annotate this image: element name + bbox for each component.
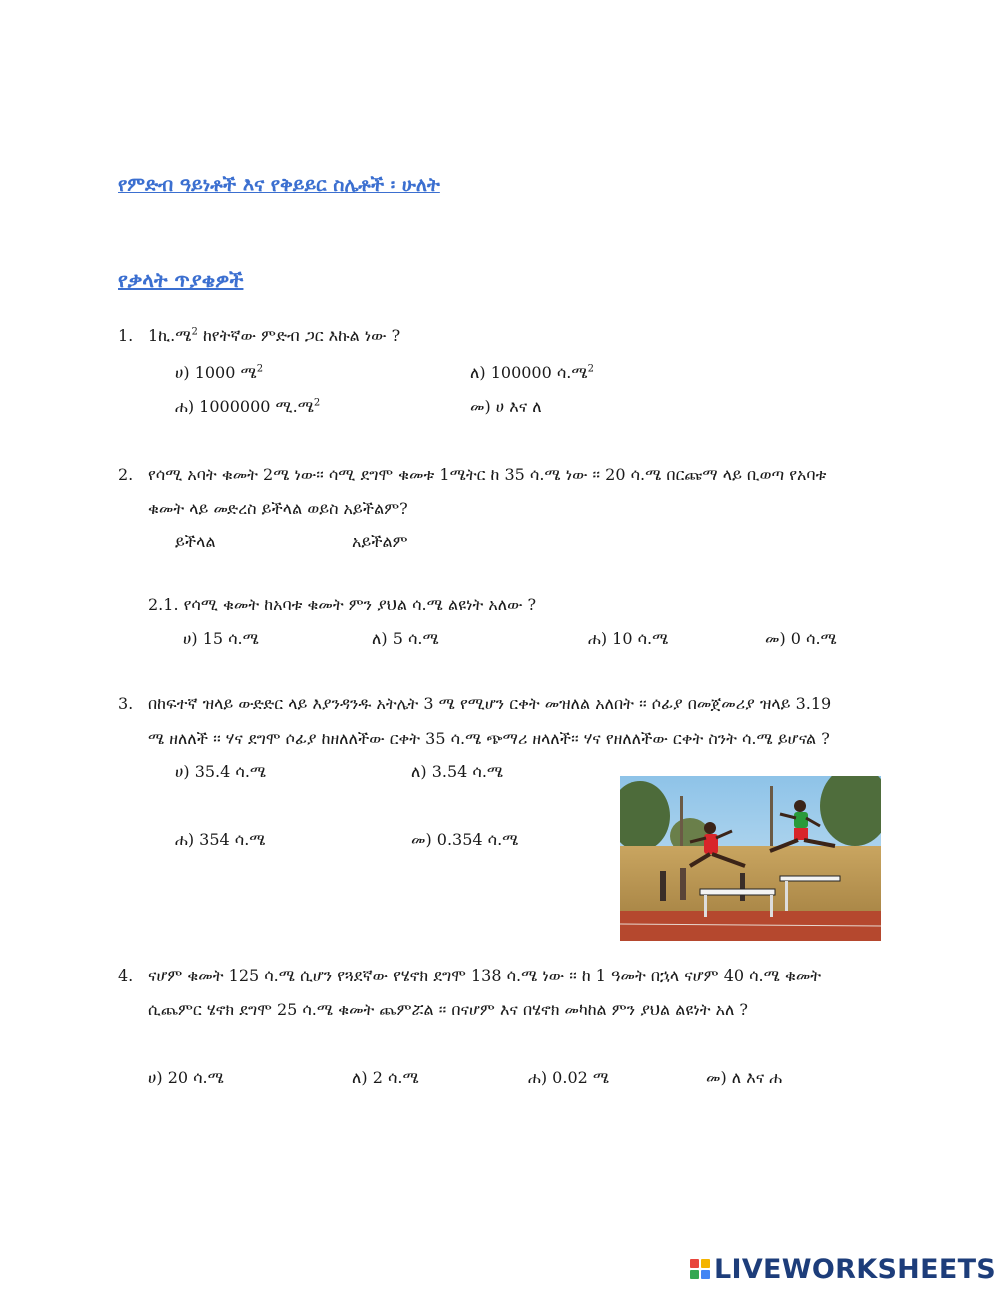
question-1-text: 1ኪ.ሜ$^2$ ከየትኛው ምድብ ጋር እኩል ነው ?	[148, 326, 401, 345]
q1-option-b[interactable]: ለ) 100000 ሳ.ሜ$^2$	[470, 363, 594, 382]
logo-square-3	[690, 1270, 699, 1279]
q4-option-c[interactable]: ሐ) 0.02 ሜ	[528, 1068, 610, 1087]
q21-option-c[interactable]: ሐ) 10 ሳ.ሜ	[588, 629, 669, 648]
question-3-line-1: በከፍተኛ ዝላይ ውድድር ላይ እያንዳንዱ አትሌት 3 ሜ የሚሆን ርቀት መዝለል አለበት ፡፡ ሶፊያ በመጀመሪያ ዝላይ 3.19	[148, 694, 832, 713]
q21-option-a[interactable]: ሀ) 15 ሳ.ሜ	[183, 629, 259, 648]
q21-option-d[interactable]: መ) 0 ሳ.ሜ	[765, 629, 837, 648]
logo-square-2	[701, 1259, 710, 1268]
q3-option-b[interactable]: ለ) 3.54 ሳ.ሜ	[411, 762, 504, 781]
q1-option-d[interactable]: መ) ሀ እና ለ	[470, 397, 542, 416]
logo-mark-icon	[690, 1259, 710, 1279]
question-3-number: 3.	[118, 694, 134, 713]
q1-option-c[interactable]: ሐ) 1000000 ሚ.ሜ$^2$	[175, 397, 321, 416]
q3-option-a[interactable]: ሀ) 35.4 ሳ.ሜ	[175, 762, 267, 781]
question-3-line-2: ሜ ዘለለች ፡፡ ሃና ደግሞ ሶፊያ ከዘለለችው ርቀት 35 ሳ.ሜ ጭማሪ ዘላለች፡፡ ሃና የዘለለችው ርቀት ስንት ሳ.ሜ ይሆናል ?	[148, 729, 830, 748]
worksheet-title: የምድብ ዓይነቶች እና የቅይይር ስሌቶች ፡ ሁለት	[118, 174, 440, 196]
question-2-line-1: የሳሚ አባት ቁመት 2ሜ ነው፡፡ ሳሚ ደግሞ ቁመቱ 1ሜትር ከ 35 ሳ.ሜ ነው ፡፡ 20 ሳ.ሜ በርጩማ ላይ ቢወጣ የአባቱ	[148, 465, 827, 484]
q3-option-c[interactable]: ሐ) 354 ሳ.ሜ	[175, 830, 266, 849]
q21-option-b[interactable]: ለ) 5 ሳ.ሜ	[372, 629, 439, 648]
q4-option-a[interactable]: ሀ) 20 ሳ.ሜ	[148, 1068, 224, 1087]
question-4-line-1: ናሆም ቁመት 125 ሳ.ሜ ሲሆን የጓደኛው የሄኖክ ደግሞ 138 ሳ.ሜ ነው ፡፡ ከ 1 ዓመት በኋላ ናሆም 40 ሳ.ሜ ቁመት	[148, 966, 822, 985]
hurdlers-photo	[620, 776, 881, 941]
logo-square-1	[690, 1259, 699, 1268]
liveworksheets-logo[interactable]	[690, 1253, 996, 1285]
question-2-line-2: ቁመት ላይ መድረስ ይችላል ወይስ አይችልም?	[148, 499, 408, 518]
section-heading: የቃላት ጥያቄዎች	[118, 268, 244, 292]
question-1-number: 1.	[118, 326, 134, 345]
q3-option-d[interactable]: መ) 0.354 ሳ.ሜ	[411, 830, 519, 849]
q4-option-d[interactable]: መ) ለ እና ሐ	[706, 1068, 783, 1087]
q2-option-yes[interactable]: ይችላል	[175, 532, 216, 551]
q1-option-a[interactable]: ሀ) 1000 ሜ$^2$	[175, 363, 264, 382]
logo-text: LIVEWORKSHEETS	[714, 1253, 997, 1285]
question-2-number: 2.	[118, 465, 134, 484]
q2-option-no[interactable]: አይችልም	[352, 532, 408, 551]
question-4-number: 4.	[118, 966, 134, 985]
q4-option-b[interactable]: ለ) 2 ሳ.ሜ	[352, 1068, 419, 1087]
logo-square-4	[701, 1270, 710, 1279]
question-4-line-2: ሲጨምር ሄኖክ ደግሞ 25 ሳ.ሜ ቁመት ጨምሯል ፡፡ በናሆም እና በሄኖክ መካከል ምን ያህል ልዩነት አለ ?	[148, 1000, 749, 1019]
question-2-1-text: 2.1. የሳሚ ቁመት ከአባቱ ቁመት ምን ያህል ሳ.ሜ ልዩነት አለው ?	[148, 595, 537, 614]
